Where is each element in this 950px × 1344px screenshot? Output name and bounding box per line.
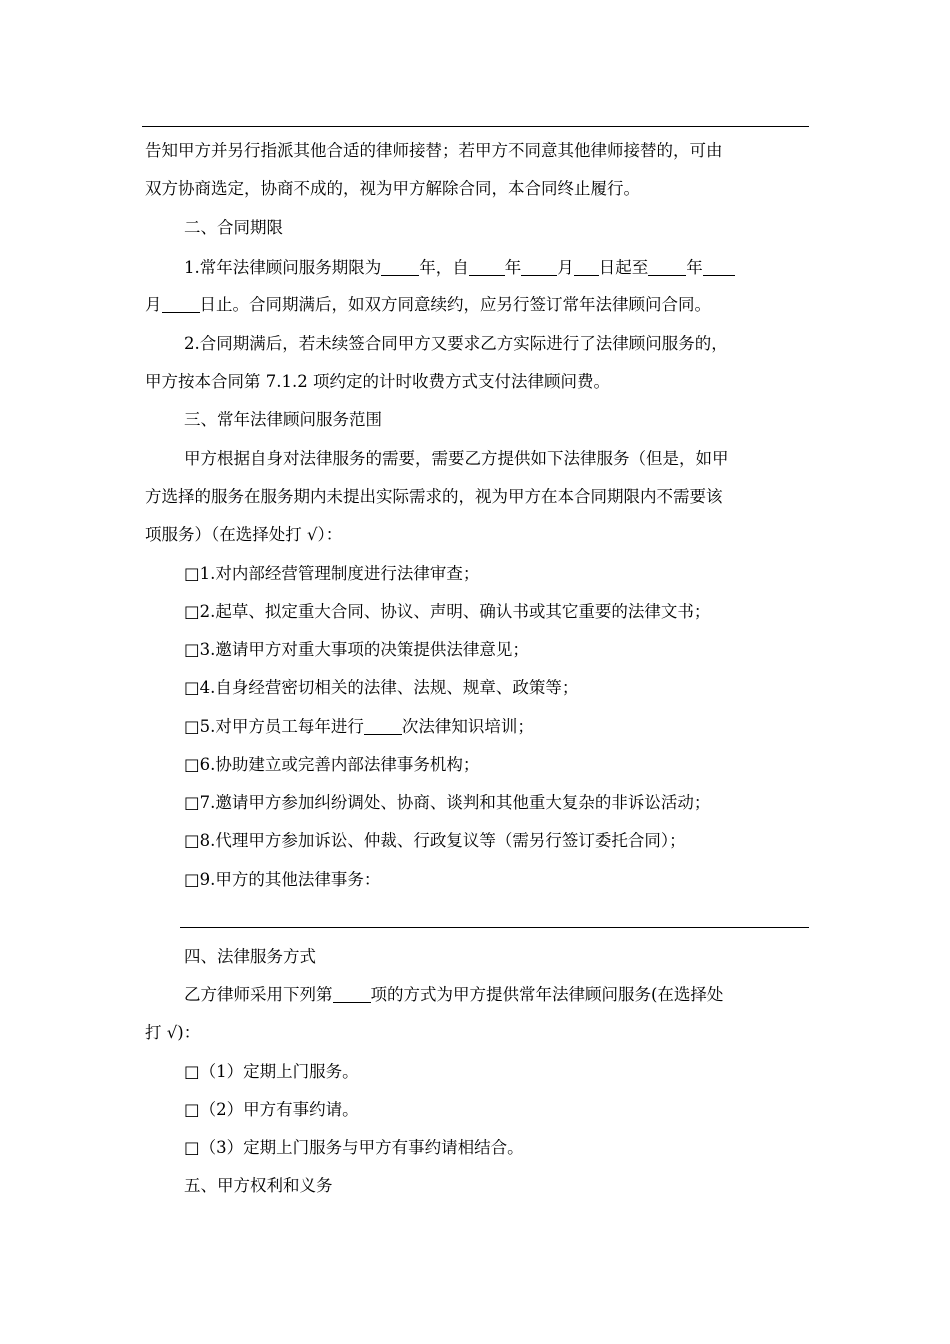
checkbox-item[interactable]: □2.起草、拟定重大合同、协议、声明、确认书或其它重要的法律文书； — [184, 602, 711, 621]
checkbox-item[interactable]: □1.对内部经营管理制度进行法律审查； — [184, 564, 480, 583]
paragraph-line: 项服务）（在选择处打 √）： — [145, 525, 343, 544]
checkbox-item-label: □5.对甲方员工每年进行 — [184, 717, 364, 736]
blank-field[interactable] — [574, 257, 599, 276]
blank-field[interactable] — [469, 257, 505, 276]
checkbox-item-label: 次法律知识培训； — [401, 717, 534, 736]
divider-line — [180, 927, 809, 928]
term-text: 日止。合同期满后，如双方同意续约，应另行签订常年法律顾问合同。 — [199, 295, 711, 314]
checkbox-item[interactable]: □3.邀请甲方对重大事项的决策提供法律意见； — [184, 640, 529, 659]
term-text: 月 — [145, 295, 162, 314]
paragraph-line: 2.合同期满后，若未续签合同甲方又要求乙方实际进行了法律顾问服务的， — [184, 334, 728, 353]
section-heading: 五、甲方权利和义务 — [184, 1176, 333, 1195]
blank-field[interactable] — [364, 716, 402, 735]
paragraph-text: 项的方式为甲方提供常年法律顾问服务(在选择处 — [370, 985, 724, 1004]
checkbox-item[interactable]: □4.自身经营密切相关的法律、法规、规章、政策等； — [184, 678, 579, 697]
blank-field[interactable] — [703, 257, 735, 276]
term-text: 年，自 — [419, 258, 469, 277]
term-clause-line — [145, 293, 810, 317]
paragraph-line: 告知甲方并另行指派其他合适的律师接替；若甲方不同意其他律师接替的，可由 — [145, 141, 723, 160]
paragraph-line: 甲方根据自身对法律服务的需要，需要乙方提供如下法律服务（但是，如甲 — [184, 449, 729, 468]
paragraph-text: 乙方律师采用下列第 — [184, 985, 333, 1004]
paragraph-line — [184, 983, 810, 1007]
top-rule — [142, 126, 809, 127]
term-text: 月 — [557, 258, 574, 277]
blank-field[interactable] — [381, 257, 419, 276]
checkbox-option[interactable]: □（1）定期上门服务。 — [184, 1062, 359, 1081]
term-text: 年 — [686, 258, 703, 277]
blank-field[interactable] — [162, 294, 200, 313]
paragraph-line: 甲方按本合同第 7.1.2 项约定的计时收费方式支付法律顾问费。 — [145, 372, 610, 391]
blank-field[interactable] — [521, 257, 557, 276]
checkbox-item[interactable] — [184, 715, 810, 739]
term-clause-line — [184, 256, 810, 280]
checkbox-item[interactable]: □9.甲方的其他法律事务： — [184, 870, 381, 889]
term-text: 日起至 — [598, 258, 649, 277]
term-text: 1.常年法律顾问服务期限为 — [184, 258, 382, 277]
checkbox-item[interactable]: □7.邀请甲方参加纠纷调处、协商、谈判和其他重大复杂的非诉讼活动； — [184, 793, 711, 812]
blank-field[interactable] — [333, 984, 371, 1003]
section-heading: 四、法律服务方式 — [184, 947, 316, 966]
blank-field[interactable] — [648, 257, 686, 276]
checkbox-item[interactable]: □6.协助建立或完善内部法律事务机构； — [184, 755, 480, 774]
paragraph-line: 双方协商选定，协商不成的，视为甲方解除合同，本合同终止履行。 — [145, 179, 640, 198]
checkbox-option[interactable]: □（3）定期上门服务与甲方有事约请相结合。 — [184, 1138, 524, 1157]
term-text: 年 — [504, 258, 522, 277]
paragraph-line: 打 √)： — [145, 1023, 201, 1042]
section-heading: 二、合同期限 — [184, 218, 283, 237]
paragraph-line: 方选择的服务在服务期内未提出实际需求的，视为甲方在本合同期限内不需要该 — [145, 487, 723, 506]
checkbox-item[interactable]: □8.代理甲方参加诉讼、仲裁、行政复议等（需另行签订委托合同）； — [184, 831, 686, 850]
section-heading: 三、常年法律顾问服务范围 — [184, 410, 382, 429]
checkbox-option[interactable]: □（2）甲方有事约请。 — [184, 1100, 359, 1119]
